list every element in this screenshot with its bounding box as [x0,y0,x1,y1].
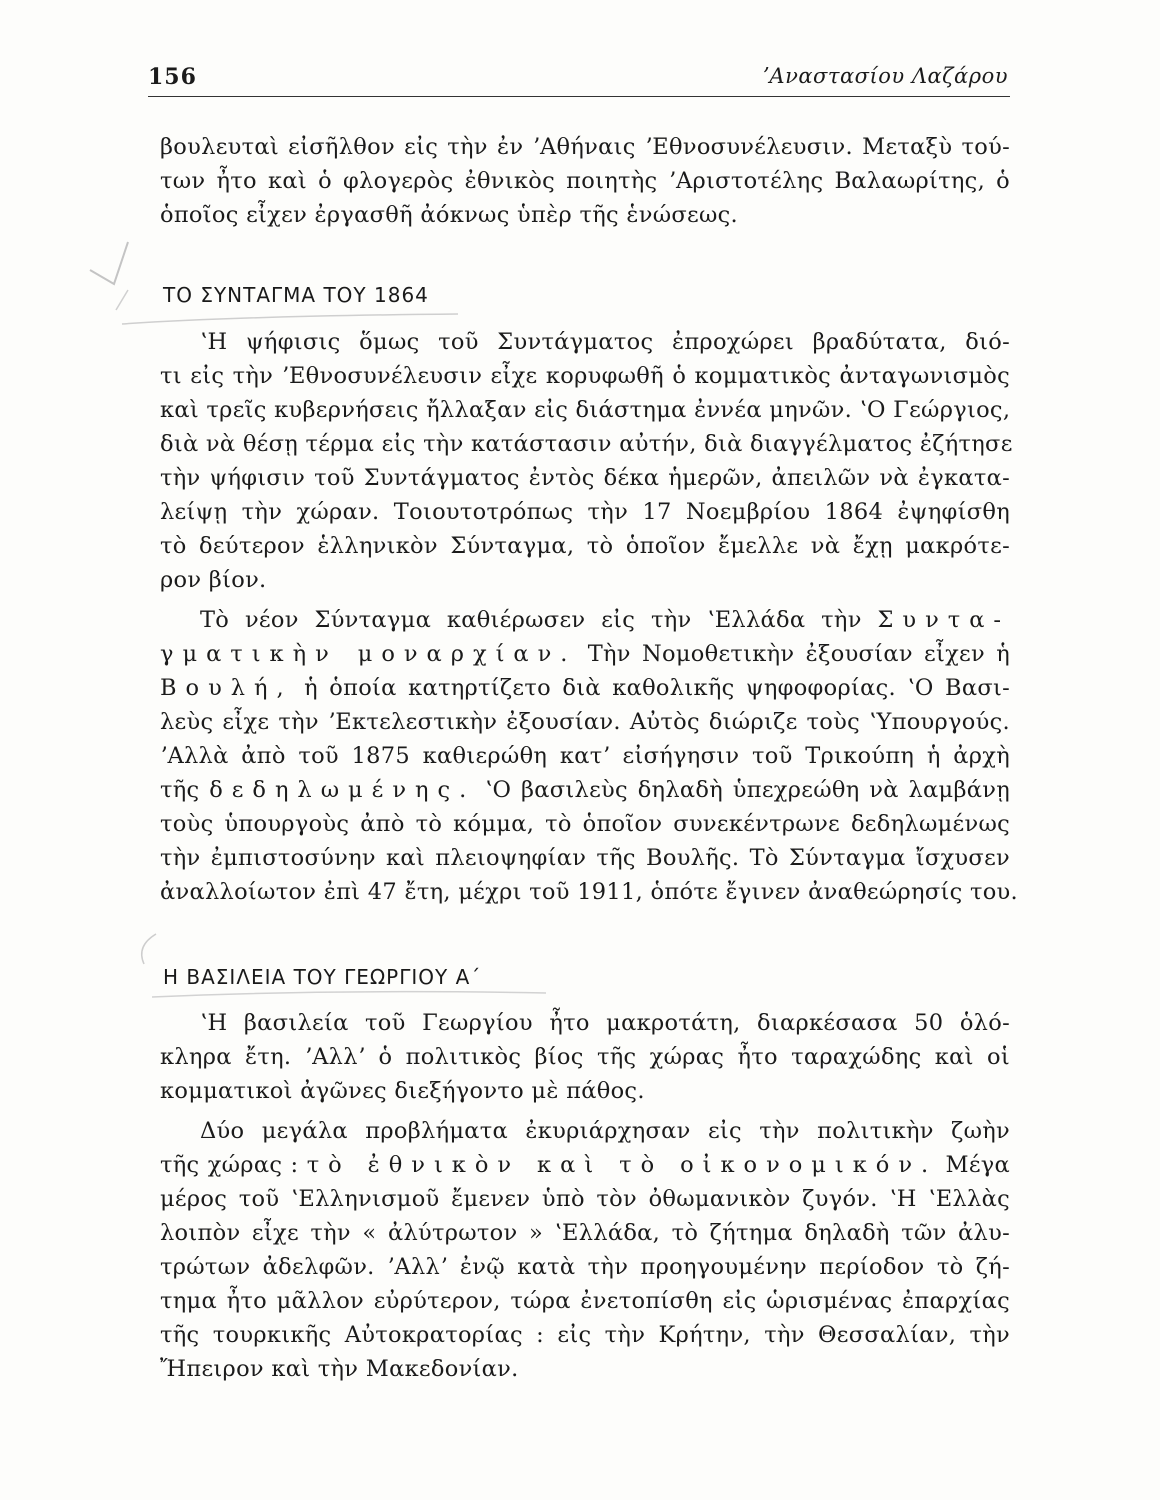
text-line: ἀναλλοίωτον ἐπὶ 47 ἔτη, μέχρι τοῦ 1911, ὁπότε ἔγινεν ἀναθεώρησίς του. [160,879,1018,905]
text-line: τὴν ψήφισιν τοῦ Συντάγματος ἐντὸς δέκα ἡμερῶν, ἀπειλῶν νὰ ἐγκατα- [160,465,1010,491]
text-span: τῆς [160,777,200,803]
spaced-emphasis: Συντα- [877,607,1010,633]
text-span: Τὴν Νομοθετικὴν ἐξουσίαν εἶχεν ἡ [587,641,1011,667]
pencil-checkmark-icon [88,232,148,312]
text-line: διὰ νὰ θέσῃ τέρμα εἰς τὴν κατάστασιν αὐτήν, διὰ διαγγέλματος ἐζήτησε [160,431,1013,457]
text-line: των ἦτο καὶ ὁ φλογερὸς ἐθνικὸς ποιητὴς ʼΑριστοτέλης Βαλαωρίτης, ὁ [160,168,1010,194]
text-line: λείψῃ τὴν χώραν. Τοιουτοτρόπως τὴν 17 Νοεμβρίου 1864 ἐψηφίσθη [160,499,1010,525]
text-line: λεὺς εἶχε τὴν ʼΕκτελεστικὴν ἐξουσίαν. Αὐτὸς διώριζε τοὺς ʽΥπουργούς. [160,709,1010,735]
text-line: βουλευταὶ εἰσῆλθον εἰς τὴν ἐν ʼΑθήναις ʼΕθνοσυνέλευσιν. Μεταξὺ τού- [160,134,1010,160]
text-line: καὶ τρεῖς κυβερνήσεις ἤλλαξαν εἰς διάστημα ἐννέα μηνῶν. ʽΟ Γεώργιος, [160,397,1011,423]
spaced-emphasis: τὸ ἐθνικὸν καὶ τὸ οἰκονομικόν. [306,1152,938,1178]
section1-paragraph-2 [160,603,1018,909]
text-line [160,671,1010,705]
section1-paragraph-1 [160,325,1013,597]
section-heading-constitution: ΤΟ ΣΥΝΤΑΓΜΑ ΤΟΥ 1864 [163,283,429,307]
text-line: κομματικοὶ ἀγῶνες διεξήγοντο μὲ πάθος. [160,1078,645,1104]
text-span: τῆς χώρας : [160,1152,299,1178]
text-span: Τὸ νέον Σύνταγμα καθιέρωσεν εἰς τὴν ʽΕλλάδα τὴν [200,607,862,633]
running-head: ʼΑναστασίου Λαζάρου [762,64,1008,88]
section2-paragraph-1 [160,1006,1010,1108]
text-line: μέρος τοῦ ʽΕλληνισμοῦ ἔμενεν ὑπὸ τὸν ὀθωμανικὸν ζυγόν. ʽΗ ʽΕλλὰς [160,1186,1010,1212]
text-line [160,773,1010,807]
text-line: ʽΗ βασιλεία τοῦ Γεωργίου ἦτο μακροτάτη, διαρκέσασα 50 ὁλό- [200,1010,1010,1036]
spaced-emphasis: γματικὴν μοναρχίαν. [160,641,577,667]
text-line [160,603,1010,637]
text-line: ὁποῖος εἶχεν ἐργασθῆ ἀόκνως ὑπὲρ τῆς ἑνώσεως. [160,202,738,228]
text-line: τῆς τουρκικῆς Αὐτοκρατορίας : εἰς τὴν Κρήτην, τὴν Θεσσαλίαν, τὴν [160,1322,1010,1348]
text-line [160,637,1010,671]
intro-paragraph [160,130,1010,232]
text-span: ʽΟ βασιλεὺς δηλαδὴ ὑπεχρεώθη νὰ λαμβάνῃ [485,777,1011,803]
text-span: ἡ ὁποία κατηρτίζετο διὰ καθολικῆς ψηφοφορίας. ʽΟ Βασι- [304,675,1010,701]
text-line: τημα ἦτο μᾶλλον εὐρύτερον, τώρα ἐνετοπίσθη εἰς ὡρισμένας ἐπαρχίας [160,1288,1010,1314]
text-line: λοιπὸν εἶχε τὴν « ἀλύτρωτον » ʽΕλλάδα, τὸ ζήτημα δηλαδὴ τῶν ἀλυ- [160,1220,1010,1246]
text-line: Δύο μεγάλα προβλήματα ἐκυριάρχησαν εἰς τὴν πολιτικὴν ζωὴν [200,1118,1010,1144]
section2-paragraph-2 [160,1114,1010,1386]
text-line [160,1148,1010,1182]
text-line: ʼΑλλὰ ἀπὸ τοῦ 1875 καθιερώθη κατʼ εἰσήγησιν τοῦ Τρικούπη ἡ ἀρχὴ [160,743,1010,769]
text-line: τὴν ἐμπιστοσύνην καὶ πλειοψηφίαν τῆς Βουλῆς. Τὸ Σύνταγμα ἴσχυσεν [160,845,1010,871]
text-line: ʽΗ ψήφισις ὅμως τοῦ Συντάγματος ἐπροχώρει βραδύτατα, διό- [200,329,1010,355]
section-heading-reign: Η ΒΑΣΙΛΕΙΑ ΤΟΥ ΓΕΩΡΓΙΟΥ Α΄ [163,965,482,989]
spaced-emphasis: δεδηλωμένης. [209,777,476,803]
text-line: ρον βίον. [160,567,267,593]
text-span: Μέγα [945,1152,1011,1178]
page-number: 156 [148,64,197,90]
spaced-emphasis: Βουλή, [160,675,293,701]
text-line: τοὺς ὑπουργοὺς ἀπὸ τὸ κόμμα, τὸ ὁποῖον συνεκέντρωνε δεδηλωμένως [160,811,1010,837]
page-header [148,62,1010,97]
text-line: τρώτων ἀδελφῶν. ʼΑλλʼ ἐνῷ κατὰ τὴν προηγουμένην περίοδον τὸ ζή- [160,1254,1010,1280]
text-line: κληρα ἔτη. ʼΑλλʼ ὁ πολιτικὸς βίος τῆς χώρας ἦτο ταραχώδης καὶ οἱ [160,1044,1010,1070]
text-line: Ἤπειρον καὶ τὴν Μακεδονίαν. [160,1356,519,1382]
text-line: τι εἰς τὴν ʼΕθνοσυνέλευσιν εἶχε κορυφωθῆ ὁ κομματικὸς ἀνταγωνισμὸς [160,363,1010,389]
text-line: τὸ δεύτερον ἑλληνικὸν Σύνταγμα, τὸ ὁποῖον ἔμελλε νὰ ἔχῃ μακρότε- [160,533,1010,559]
